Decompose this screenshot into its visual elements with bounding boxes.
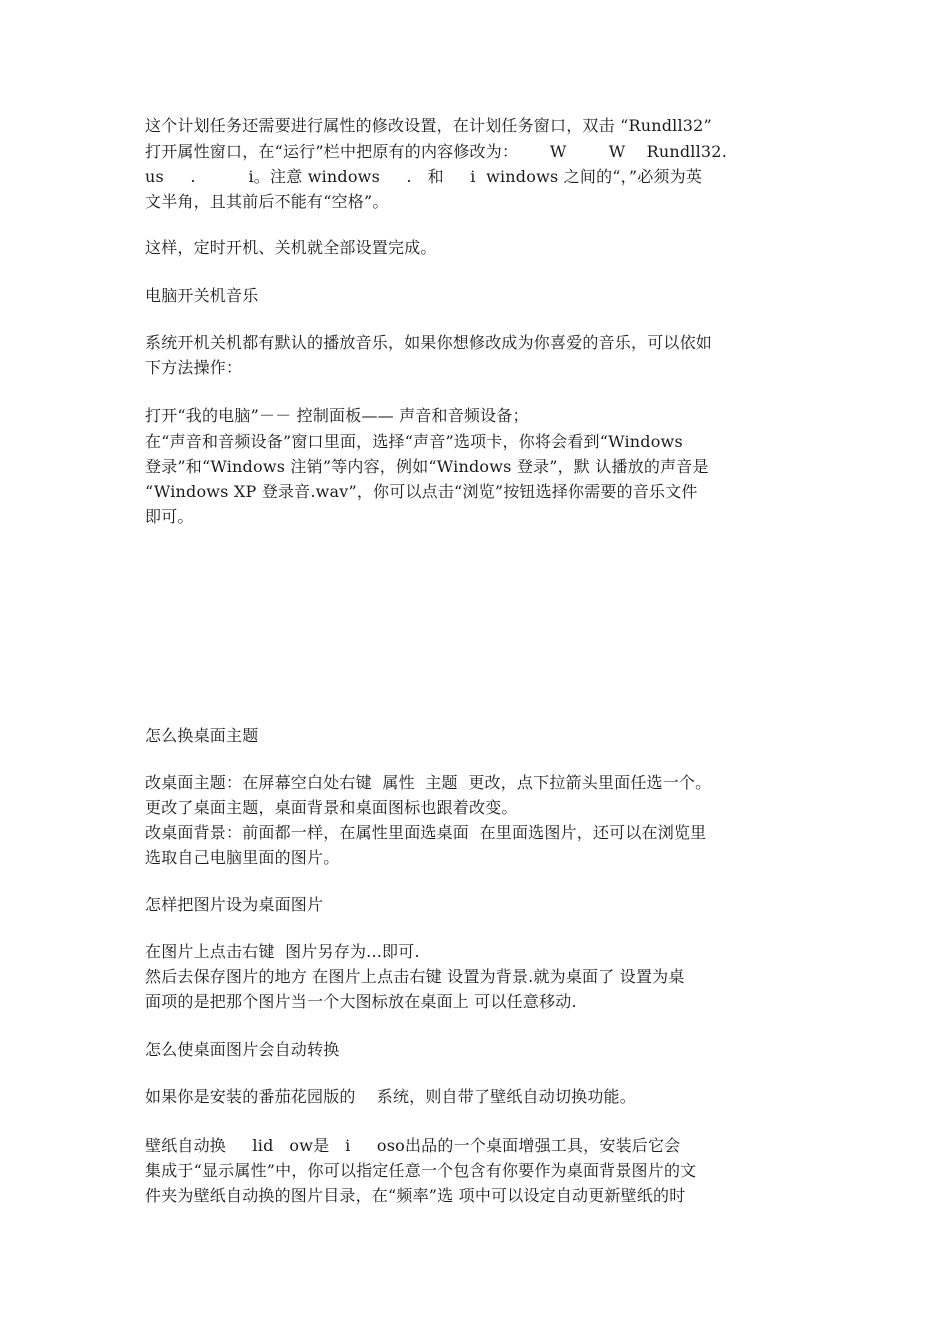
paragraph-line: us . i。注意 windows . 和 i windows 之间的“，”必须为英 — [145, 167, 703, 186]
paragraph-line: 这个计划任务还需要进行属性的修改设置，在计划任务窗口，双击 “Rundll32” — [145, 116, 712, 135]
paragraph-line: “Windows XP 登录音.wav”，你可以点击“浏览”按钮选择你需要的音乐文件 — [145, 482, 698, 501]
paragraph-line: 下方法操作： — [145, 358, 243, 377]
paragraph-line: 然后去保存图片的地方 在图片上点击右键 设置为背景.就为桌面了 设置为桌 — [145, 967, 685, 986]
paragraph-line: 面项的是把那个图片当一个大图标放在桌面上 可以任意移动. — [145, 992, 577, 1011]
paragraph-line: 在“声音和音频设备”窗口里面，选择“声音”选项卡，你将会看到“Windows — [145, 432, 683, 451]
paragraph-line: 在图片上点击右键 图片另存为...即可. — [145, 942, 420, 961]
paragraph-line: 改桌面背景：前面都一样，在属性里面选桌面 在里面选图片，还可以在浏览里 — [145, 823, 707, 842]
paragraph-line: 更改了桌面主题，桌面背景和桌面图标也跟着改变。 — [145, 798, 518, 817]
paragraph-line: 件夹为壁纸自动换的图片目录，在“频率”选 项中可以设定自动更新壁纸的时 — [145, 1186, 686, 1205]
paragraph-line: 打开属性窗口，在“运行”栏中把原有的内容修改为： W W Rundll32. — [145, 142, 727, 161]
paragraph-line: 如果你是安装的番茄花园版的 系统，则自带了壁纸自动切换功能。 — [145, 1087, 636, 1106]
section-heading: 怎么换桌面主题 — [145, 726, 259, 745]
paragraph-line: 这样，定时开机、关机就全部设置完成。 — [145, 238, 437, 257]
section-heading: 怎么使桌面图片会自动转换 — [145, 1040, 340, 1059]
paragraph-line: 登录”和“Windows 注销”等内容，例如“Windows 登录”，默 认播放的声音是 — [145, 457, 709, 476]
paragraph-line: 改桌面主题：在屏幕空白处右键 属性 主题 更改，点下拉箭头里面任选一个。 — [145, 773, 712, 792]
section-heading: 电脑开关机音乐 — [145, 286, 259, 305]
paragraph-line: 系统开机关机都有默认的播放音乐，如果你想修改成为你喜爱的音乐，可以依如 — [145, 333, 713, 352]
section-heading: 怎样把图片设为桌面图片 — [145, 895, 324, 914]
paragraph-line: 打开“我的电脑”－－ 控制面板—— 声音和音频设备； — [145, 406, 529, 425]
paragraph-line: 即可。 — [145, 507, 194, 526]
paragraph-line: 壁纸自动换 lid ow是 i oso出品的一个桌面增强工具，安装后它会 — [145, 1136, 681, 1155]
paragraph-line: 文半角，且其前后不能有“空格”。 — [145, 192, 389, 211]
paragraph-line: 选取自己电脑里面的图片。 — [145, 848, 340, 867]
paragraph-line: 集成于“显示属性”中，你可以指定任意一个包含有你要作为桌面背景图片的文 — [145, 1161, 697, 1180]
